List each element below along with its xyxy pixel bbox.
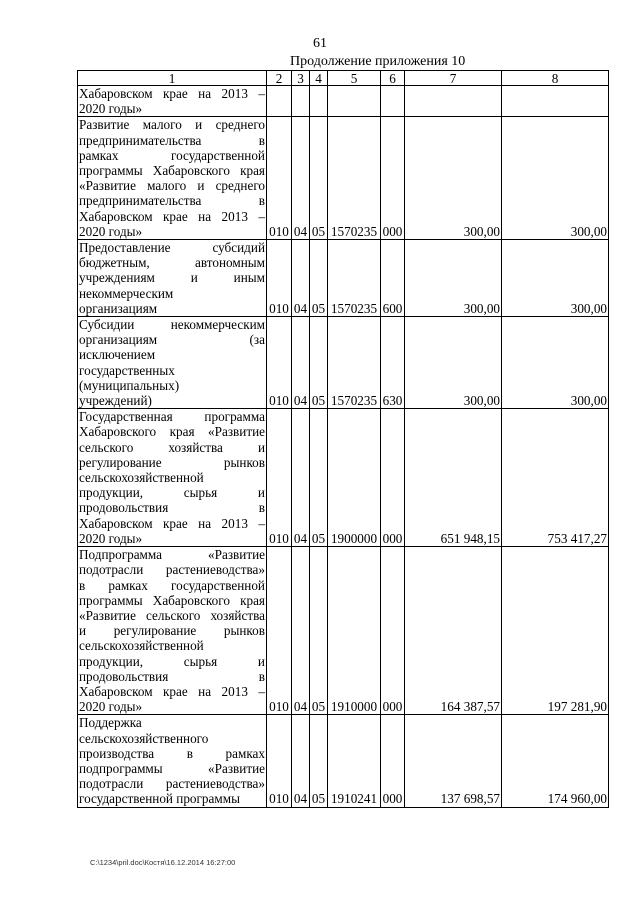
row-c5-cell	[328, 86, 381, 117]
header-cell: 7	[405, 71, 502, 86]
row-c4-cell: 05	[310, 409, 328, 547]
header-cell: 1	[78, 71, 267, 86]
row-c7-cell: 651 948,15	[405, 409, 502, 547]
row-name-line: 2020 годы»	[79, 530, 143, 546]
header-cell: 6	[381, 71, 405, 86]
row-c6-cell: 600	[381, 240, 405, 317]
row-name-line: подпрограммы «Развитие	[79, 760, 265, 776]
row-name-line: 2020 годы»	[79, 699, 143, 715]
row-name-cell	[78, 409, 267, 547]
table-row	[78, 409, 609, 547]
row-name-line: исключением	[79, 347, 156, 363]
table-row	[78, 86, 609, 117]
row-name-line: сельскохозяйственной	[79, 638, 204, 654]
row-c4-cell: 05	[310, 715, 328, 807]
row-c3-cell: 04	[292, 317, 310, 409]
row-name-cell	[78, 547, 267, 715]
row-name-line: продовольствия в	[79, 500, 265, 516]
row-name-line: подотрасли растениеводства»	[79, 776, 265, 792]
row-name-line: сельскохозяйственного	[79, 730, 209, 746]
budget-table	[77, 70, 609, 808]
row-c6-cell: 630	[381, 317, 405, 409]
row-c8-cell: 300,00	[502, 240, 609, 317]
row-name-line: Субсидии некоммерческим	[79, 317, 265, 333]
row-name-line: программы Хабаровского края	[79, 163, 265, 179]
row-c4-cell	[310, 86, 328, 117]
row-name-line: производства в рамках	[79, 745, 265, 761]
row-name-line: учреждений)	[79, 393, 152, 409]
row-c7-cell: 300,00	[405, 240, 502, 317]
row-c2-cell: 010	[267, 547, 292, 715]
row-c8-cell: 174 960,00	[502, 715, 609, 807]
continuation-title: Продолжение приложения 10	[290, 54, 466, 69]
row-name-line: 2020 годы»	[79, 101, 143, 117]
row-name-line: Предоставление субсидий	[79, 240, 265, 256]
header-cell: 4	[310, 71, 328, 86]
row-name-line: и регулирование рынков	[79, 623, 265, 639]
row-name-cell	[78, 715, 267, 807]
row-c7-cell: 137 698,57	[405, 715, 502, 807]
row-name-line: продукции, сырья и	[79, 485, 265, 501]
row-name-line: рамках государственной	[79, 147, 265, 163]
row-name-cell	[78, 117, 267, 240]
row-name-line: Подпрограмма «Развитие	[79, 547, 265, 563]
row-name-line: Хабаровского края «Развитие	[79, 424, 265, 440]
header-row	[78, 71, 609, 86]
row-name-line: организациям (за	[79, 332, 265, 348]
row-c2-cell	[267, 86, 292, 117]
row-name-line: Государственная программа	[79, 409, 265, 425]
row-name-cell	[78, 86, 267, 117]
row-name-line: учреждениям и иным	[79, 270, 265, 286]
row-name-line: бюджетным, автономным	[79, 255, 265, 271]
row-name-line: государственной программы	[79, 791, 240, 807]
row-name-line: некоммерческим	[79, 285, 174, 301]
row-name-line: Хабаровском крае на 2013 –	[79, 208, 265, 224]
row-name-line: предпринимательства в	[79, 193, 265, 209]
row-name-line: организациям	[79, 300, 158, 316]
row-c8-cell: 753 417,27	[502, 409, 609, 547]
row-c3-cell: 04	[292, 240, 310, 317]
row-name-line: регулирование рынков	[79, 454, 265, 470]
row-name-line: продукции, сырья и	[79, 653, 265, 669]
row-c5-cell: 1570235	[328, 240, 381, 317]
row-c7-cell: 164 387,57	[405, 547, 502, 715]
row-c6-cell: 000	[381, 409, 405, 547]
row-c4-cell: 05	[310, 317, 328, 409]
row-name-line: Хабаровском крае на 2013 –	[79, 86, 265, 101]
header-cell: 5	[328, 71, 381, 86]
row-c5-cell: 1570235	[328, 317, 381, 409]
row-c6-cell: 000	[381, 715, 405, 807]
row-c2-cell: 010	[267, 117, 292, 240]
row-name-line: сельского хозяйства и	[79, 439, 265, 455]
row-c5-cell: 1910241	[328, 715, 381, 807]
table-row	[78, 547, 609, 715]
page-number: 61	[313, 36, 327, 51]
header-cell: 3	[292, 71, 310, 86]
table-row	[78, 715, 609, 807]
row-c2-cell: 010	[267, 240, 292, 317]
row-c3-cell	[292, 86, 310, 117]
row-c8-cell: 300,00	[502, 317, 609, 409]
row-name-line: (муниципальных)	[79, 377, 180, 393]
row-name-line: программы Хабаровского края	[79, 592, 265, 608]
row-name-line: «Развитие малого и среднего	[79, 178, 265, 194]
row-name-line: в рамках государственной	[79, 577, 265, 593]
row-c2-cell: 010	[267, 317, 292, 409]
header-cell: 2	[267, 71, 292, 86]
row-c3-cell: 04	[292, 547, 310, 715]
table-row	[78, 117, 609, 240]
row-c5-cell: 1910000	[328, 547, 381, 715]
row-name-line: Поддержка	[79, 715, 142, 731]
row-c7-cell	[405, 86, 502, 117]
row-c6-cell	[381, 86, 405, 117]
row-name-line: подотрасли растениеводства»	[79, 562, 265, 578]
row-c8-cell	[502, 86, 609, 117]
row-c5-cell: 1900000	[328, 409, 381, 547]
row-name-cell	[78, 317, 267, 409]
header-cell: 8	[502, 71, 609, 86]
row-c3-cell: 04	[292, 715, 310, 807]
row-c6-cell: 000	[381, 117, 405, 240]
table-row	[78, 240, 609, 317]
row-c3-cell: 04	[292, 409, 310, 547]
row-name-cell	[78, 240, 267, 317]
row-c8-cell: 300,00	[502, 117, 609, 240]
row-c2-cell: 010	[267, 409, 292, 547]
row-c4-cell: 05	[310, 240, 328, 317]
row-c6-cell: 000	[381, 547, 405, 715]
row-name-line: государственных	[79, 362, 175, 378]
row-c4-cell: 05	[310, 117, 328, 240]
row-name-line: продовольствия в	[79, 668, 265, 684]
row-name-line: 2020 годы»	[79, 223, 143, 239]
row-name-line: Развитие малого и среднего	[79, 117, 265, 133]
row-c5-cell: 1570235	[328, 117, 381, 240]
row-name-line: сельскохозяйственной	[79, 470, 204, 486]
row-c7-cell: 300,00	[405, 317, 502, 409]
row-name-line: предпринимательства в	[79, 132, 265, 148]
row-c2-cell: 010	[267, 715, 292, 807]
row-c4-cell: 05	[310, 547, 328, 715]
table-row	[78, 317, 609, 409]
row-name-line: «Развитие сельского хозяйства	[79, 607, 265, 623]
row-c7-cell: 300,00	[405, 117, 502, 240]
row-c3-cell: 04	[292, 117, 310, 240]
file-path-footer: C:\1234\pril.doc\Костя\16.12.2014 16:27:00	[90, 858, 236, 867]
row-name-line: Хабаровском крае на 2013 –	[79, 683, 265, 699]
row-c8-cell: 197 281,90	[502, 547, 609, 715]
row-name-line: Хабаровском крае на 2013 –	[79, 515, 265, 531]
